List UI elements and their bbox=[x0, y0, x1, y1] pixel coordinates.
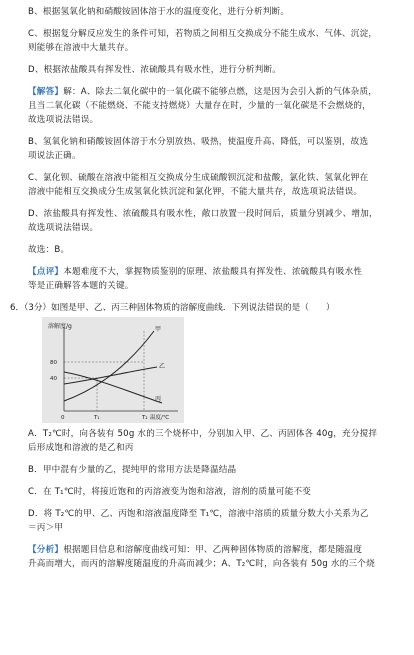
y-tick-80: 80 bbox=[50, 360, 57, 366]
line-c1: C、根据复分解反应发生的条件可知，若物质之间相互交换成分不能生成水、气体、沉淀， bbox=[28, 29, 378, 39]
x-tick-t1: T₁ bbox=[94, 415, 100, 421]
solution-line-3: 故选项说法错误。 bbox=[28, 115, 99, 125]
answer-line: 故选：B。 bbox=[28, 245, 70, 255]
analysis-line-1 bbox=[28, 543, 402, 557]
option-d-2: ＝丙＞甲 bbox=[28, 523, 64, 533]
solution-tag: 【解答】 bbox=[28, 87, 64, 97]
x-tick-t2: T₂ bbox=[142, 415, 148, 421]
solution-line-2: 且当二氧化碳（不能燃烧、不能支持燃烧）大量存在时，少量的一氧化碳是不会燃烧的， bbox=[28, 101, 371, 111]
question-stem bbox=[10, 301, 402, 315]
x-tick-0: 0 bbox=[61, 415, 65, 421]
option-b: B．甲中混有少量的乙，提纯甲的常用方法是降温结晶 bbox=[28, 465, 237, 475]
solution-d-2: 故选项说法错误。 bbox=[28, 223, 99, 233]
comment-tag: 【点评】 bbox=[28, 267, 64, 277]
solubility-chart-svg bbox=[42, 317, 184, 423]
x-axis-label: 温度/℃ bbox=[150, 415, 170, 421]
solution-c-1: C、氯化钡、硫酸在溶液中能相互交换成分生成硫酸钡沉淀和盐酸，氯化铁、氢氧化钾在 bbox=[28, 173, 369, 183]
solution-line-1 bbox=[28, 85, 402, 99]
line-b1: B、根据氢氧化钠和硝酸铵固体溶于水的温度变化，进行分析判断。 bbox=[28, 7, 290, 17]
solution-b-1: B、氢氧化钠和硝酸铵固体溶于水分别放热、吸热，使温度升高、降低，可以鉴别，故选 bbox=[28, 137, 369, 147]
comment-text-1: 本题难度不大，掌握物质鉴别的原理、浓盐酸具有挥发性、浓硫酸具有吸水性 bbox=[63, 267, 363, 277]
chart-background bbox=[42, 317, 184, 423]
y-axis-label: 溶解度/g bbox=[48, 323, 72, 330]
question-number: 6． bbox=[10, 303, 25, 313]
analysis-text-1: 根据题目信息和溶解度曲线可知：甲、乙两种固体物质的溶解度，都是随温度 bbox=[63, 545, 363, 555]
question-text: 如图是甲、乙、丙三种固体物质的溶解度曲线．下列说法错误的是（ ） bbox=[51, 303, 335, 313]
series-bing-label: 丙 bbox=[155, 396, 162, 403]
line-d1: D、根据浓盐酸具有挥发性、浓硫酸具有吸水性，进行分析判断。 bbox=[28, 65, 282, 75]
option-a-2: 后形成饱和溶液的是乙和丙 bbox=[28, 443, 134, 453]
solution-c-2: 溶液中能相互交换成分生成氢氧化铁沉淀和氯化钾，不能大量共存，故选项说法错误。 bbox=[28, 187, 363, 197]
series-yi-label: 乙 bbox=[159, 363, 166, 370]
option-d-1: D．将 T₂℃的甲、乙、丙饱和溶液温度降至 T₁℃，溶液中溶质的质量分数大小关系为乙 bbox=[28, 509, 369, 519]
solution-text-1: 解：A、除去二氧化碳中的一氧化碳不能够点燃，这是因为会引入新的气体杂质， bbox=[63, 87, 378, 97]
solution-d-1: D、浓盐酸具有挥发性、浓硫酸具有吸水性，敞口放置一段时间后，质量分别减少、增加， bbox=[28, 209, 378, 219]
y-tick-40: 40 bbox=[50, 376, 57, 382]
comment-line-1 bbox=[28, 265, 402, 279]
series-jia-label: 甲 bbox=[155, 326, 162, 333]
solution-b-2: 项说法正确。 bbox=[28, 151, 81, 161]
analysis-line-2: 升高而增大，而丙的溶解度随温度的升高而减少；A、T₂℃时，向各装有 50g 水的三个烧 bbox=[28, 559, 375, 569]
analysis-tag: 【分析】 bbox=[28, 545, 64, 555]
comment-line-2: 等是正确解答本题的关键。 bbox=[28, 281, 134, 291]
solubility-chart bbox=[42, 317, 184, 423]
option-a-1: A．T₂℃时，向各装有 50g 水的三个烧杯中，分别加入甲、乙、丙固体各 40g，充分搅拌 bbox=[28, 429, 378, 439]
line-c2: 则能够在溶液中大量共存。 bbox=[28, 43, 134, 53]
question-score: （3分） bbox=[24, 303, 52, 313]
option-c: C．在 T₁℃时，将接近饱和的丙溶液变为饱和溶液，溶剂的质量可能不变 bbox=[28, 487, 312, 497]
